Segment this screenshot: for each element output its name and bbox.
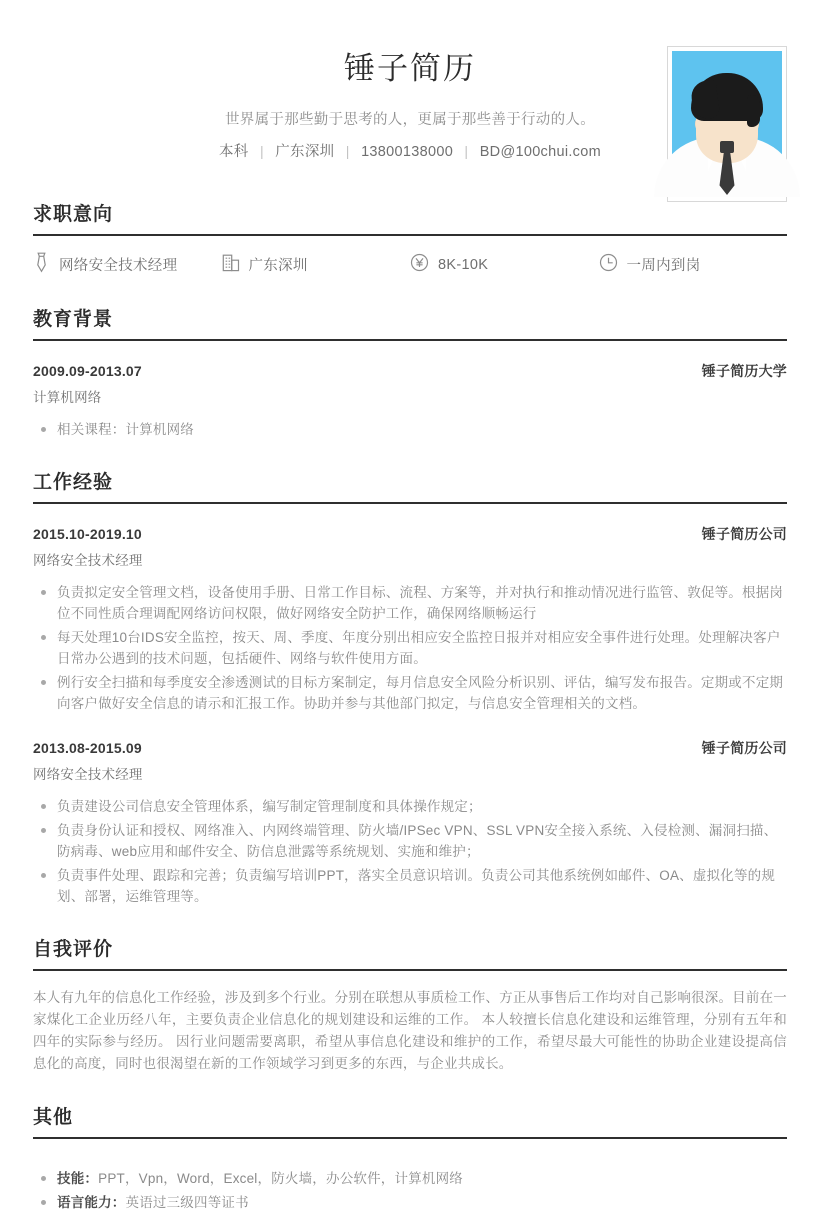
section-heading-education: 教育背景 <box>33 309 114 330</box>
section-self-evaluation <box>33 937 787 1075</box>
avatar-illustration <box>672 51 782 197</box>
education-entry <box>33 361 787 440</box>
contact-separator: | <box>259 143 264 159</box>
section-heading-work: 工作经验 <box>33 472 114 493</box>
work-position: 网络安全技术经理 <box>33 767 143 782</box>
other-label: 技能： <box>57 1171 99 1186</box>
avatar-hair-side <box>747 95 760 127</box>
intent-location <box>222 253 411 276</box>
contact-separator: | <box>345 143 350 159</box>
contact-separator: | <box>464 143 469 159</box>
page-title: 锤子简历 <box>344 51 476 86</box>
work-date: 2015.10-2019.10 <box>33 526 142 542</box>
work-company: 锤子简历公司 <box>701 526 787 542</box>
other-label: 语言能力： <box>57 1195 126 1210</box>
work-date: 2013.08-2015.09 <box>33 740 142 756</box>
section-education <box>33 307 787 440</box>
avatar <box>667 46 787 202</box>
work-bullets <box>33 796 787 907</box>
intent-availability-label: 一周内到岗 <box>626 258 701 274</box>
list-item: 例行安全扫描和每季度安全渗透测试的目标方案制定，每月信息安全风险分析识别、评估，编写发布报告。定期或不定期向客户做好安全信息的请示和汇报工作。协助并参与其他部门拟定，与信息安全管理相关的文档。 <box>33 672 787 714</box>
other-value: 英语过三级四等证书 <box>125 1195 249 1210</box>
work-entry <box>33 524 787 714</box>
contact-location: 广东深圳 <box>275 144 335 160</box>
education-date: 2009.09-2013.07 <box>33 363 142 379</box>
section-other <box>33 1105 787 1213</box>
intent-position-label: 网络安全技术经理 <box>59 258 178 274</box>
clock-icon <box>599 253 618 276</box>
section-heading-job-intent: 求职意向 <box>33 204 114 225</box>
list-item: 负责拟定安全管理文档，设备使用手册、日常工作目标、流程、方案等，并对执行和推动情况进行监管、敦促等。根据岗位不同性质合理调配网络访问权限，做好网络安全防护工作，确保网络顺畅运行 <box>33 582 787 624</box>
work-position: 网络安全技术经理 <box>33 553 143 568</box>
job-intent-row <box>33 252 787 277</box>
list-item: 负责事件处理、跟踪和完善；负责编写培训PPT，落实全员意识培训。负责公司其他系统例如邮件、OA、虚拟化等的规划、部署，运维管理等。 <box>33 865 787 907</box>
intent-position <box>33 252 222 277</box>
education-major: 计算机网络 <box>33 390 102 405</box>
yen-circle-icon <box>410 253 429 276</box>
education-school: 锤子简历大学 <box>701 363 787 379</box>
contact-phone: 13800138000 <box>361 144 454 160</box>
list-item: 负责建设公司信息安全管理体系，编写制定管理制度和具体操作规定； <box>33 796 787 817</box>
contact-email: BD@100chui.com <box>479 144 601 160</box>
list-item: 相关课程：计算机网络 <box>33 419 787 440</box>
intent-availability <box>599 253 788 276</box>
education-bullets <box>33 419 787 440</box>
resume-header <box>33 0 787 172</box>
contact-education: 本科 <box>219 144 249 160</box>
section-work-experience <box>33 470 787 907</box>
list-item: 负责身份认证和授权、网络准入、内网终端管理、防火墙/IPSec VPN、SSL VPN安全接入系统、入侵检测、漏洞扫描、防病毒、web应用和邮件安全、防信息泄露等系统规划、实施和维护； <box>33 820 787 862</box>
intent-salary-label: 8K-10K <box>438 256 489 273</box>
work-company: 锤子简历公司 <box>701 740 787 756</box>
building-icon <box>222 253 240 276</box>
self-evaluation-text: 本人有九年的信息化工作经验，涉及到多个行业。分别在联想从事质检工作、方正从事售后工作均对自己影响很深。目前在一家煤化工企业历经八年，主要负责企业信息化的规划建设和运维的工作。 本人较擅长信息化建设和运维管理，分别有五年和四年的实际参与经历。 因行业问题需要离职，希望从事信息化建设和维护的工作，希望尽最大可能性的协助企业建设提高信息化的高度，同时也很渴望在新的工作领域学习到更多的东西，与企业共成长。 <box>33 990 787 1071</box>
intent-location-label: 广东深圳 <box>248 258 308 274</box>
work-entry <box>33 738 787 907</box>
work-bullets <box>33 582 787 714</box>
list-item <box>33 1192 787 1213</box>
other-bullets <box>33 1168 787 1213</box>
other-value: PPT，Vpn，Word，Excel，防火墙，办公软件，计算机网络 <box>98 1171 464 1186</box>
list-item: 每天处理10台IDS安全监控，按天、周、季度、年度分别出相应安全监控日报并对相应安全事件进行处理。处理解决客户日常办公遇到的技术问题，包括硬件、网络与软件使用方面。 <box>33 627 787 669</box>
intent-salary <box>410 253 599 276</box>
section-job-intent <box>33 202 787 277</box>
section-heading-other: 其他 <box>33 1107 74 1128</box>
necktie-icon <box>33 252 50 277</box>
motto-text: 世界属于那些勤于思考的人，更属于那些善于行动的人。 <box>225 112 595 128</box>
section-heading-self-evaluation: 自我评价 <box>33 939 114 960</box>
list-item <box>33 1168 787 1189</box>
